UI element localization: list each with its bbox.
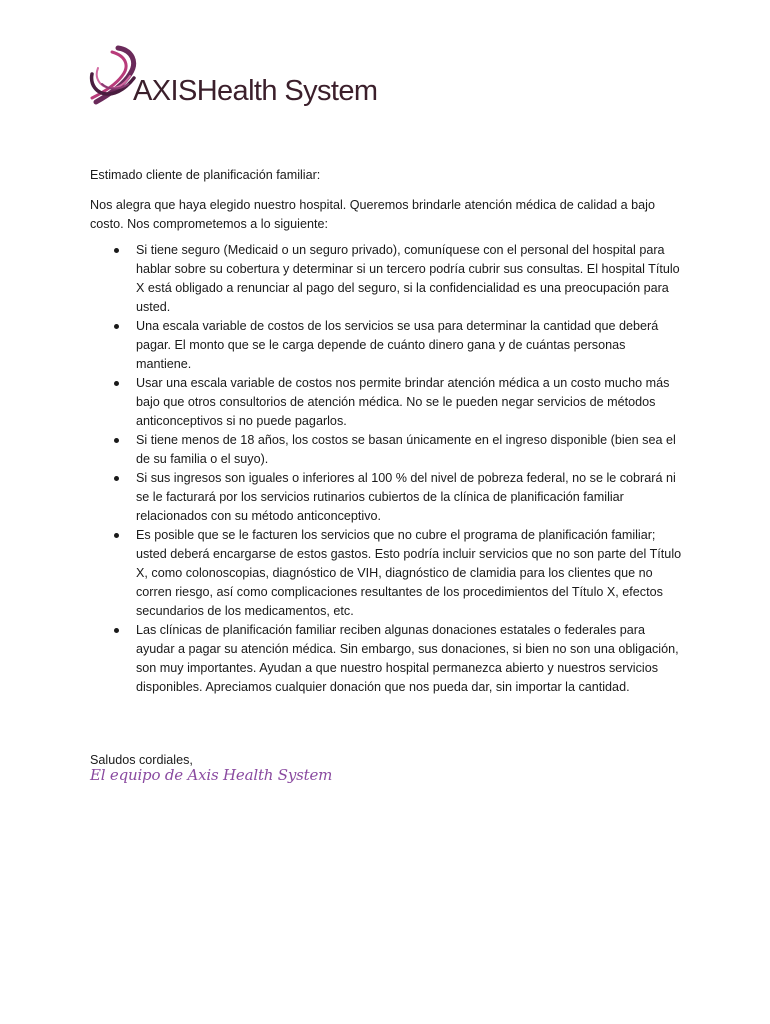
letter-body (90, 166, 682, 697)
axis-health-logo (88, 44, 388, 112)
bullet-icon (114, 381, 119, 386)
logo-wordmark (133, 77, 377, 106)
list-item-text: Si tiene menos de 18 años, los costos se basan únicamente en el ingreso disponible (bien sea el de su familia o el suyo). (136, 433, 676, 466)
bullet-icon (114, 476, 119, 481)
bullet-icon (114, 324, 119, 329)
list-item-text: Si sus ingresos son iguales o inferiores al 100 % del nivel de pobreza federal, no se le cobrará ni se le facturará por los servicios rutinarios cubiertos de la clínica de planificación familiar relacionados con su método anticonceptivo. (136, 471, 676, 523)
list-item (90, 431, 682, 469)
list-item (90, 374, 682, 431)
list-item (90, 469, 682, 526)
bullet-icon (114, 438, 119, 443)
greeting: Estimado cliente de planificación familiar: (90, 168, 321, 182)
list-item (90, 621, 682, 697)
closing: Saludos cordiales, (90, 752, 193, 767)
list-item-text: Si tiene seguro (Medicaid o un seguro privado), comuníquese con el personal del hospital para hablar sobre su cobertura y determinar si un tercero podría cubrir sus consultas. El hospital Título X está obligado a renunciar al pago del seguro, si la confidencialidad es una preocupación para usted. (136, 243, 680, 314)
logo-brand-text: AXIS (133, 75, 197, 107)
logo-rest-text: Health System (196, 75, 378, 107)
commitments-list (90, 241, 682, 697)
signature: El equipo de Axis Health System (90, 766, 333, 784)
list-item-text: Una escala variable de costos de los servicios se usa para determinar la cantidad que deberá pagar. El monto que se le carga depende de cuánto dinero gana y de cuántas personas mantiene. (136, 319, 659, 371)
list-item (90, 317, 682, 374)
list-item (90, 526, 682, 621)
list-item-text: Las clínicas de planificación familiar reciben algunas donaciones estatales o federales para ayudar a pagar su atención médica. Sin embargo, sus donaciones, si bien no son una obligación, son muy importantes. Ayudan a que nuestro hospital permanezca abierto y nuestros servicios disponibles. Apreciamos cualquier donación que nos pueda dar, sin importar la cantidad. (136, 623, 679, 694)
intro-paragraph: Nos alegra que haya elegido nuestro hospital. Queremos brindarle atención médica de calidad a bajo costo. Nos comprometemos a lo siguiente: (90, 198, 655, 231)
bullet-icon (114, 248, 119, 253)
bullet-icon (114, 533, 119, 538)
list-item-text: Es posible que se le facturen los servicios que no cubre el programa de planificación familiar; usted deberá encargarse de estos gastos. Esto podría incluir servicios que no son parte del Título X, como colonoscopias, diagnóstico de VIH, diagnóstico de clamidia para los clientes que no corren riesgo, así como complicaciones resultantes de los procedimientos del Título X, efectos secundarios de los medicamentos, etc. (136, 528, 682, 618)
bullet-icon (114, 628, 119, 633)
list-item (90, 241, 682, 317)
list-item-text: Usar una escala variable de costos nos permite brindar atención médica a un costo mucho más bajo que otros consultorios de atención médica. No se le pueden negar servicios de métodos anticonceptivos si no puede pagarlos. (136, 376, 670, 428)
